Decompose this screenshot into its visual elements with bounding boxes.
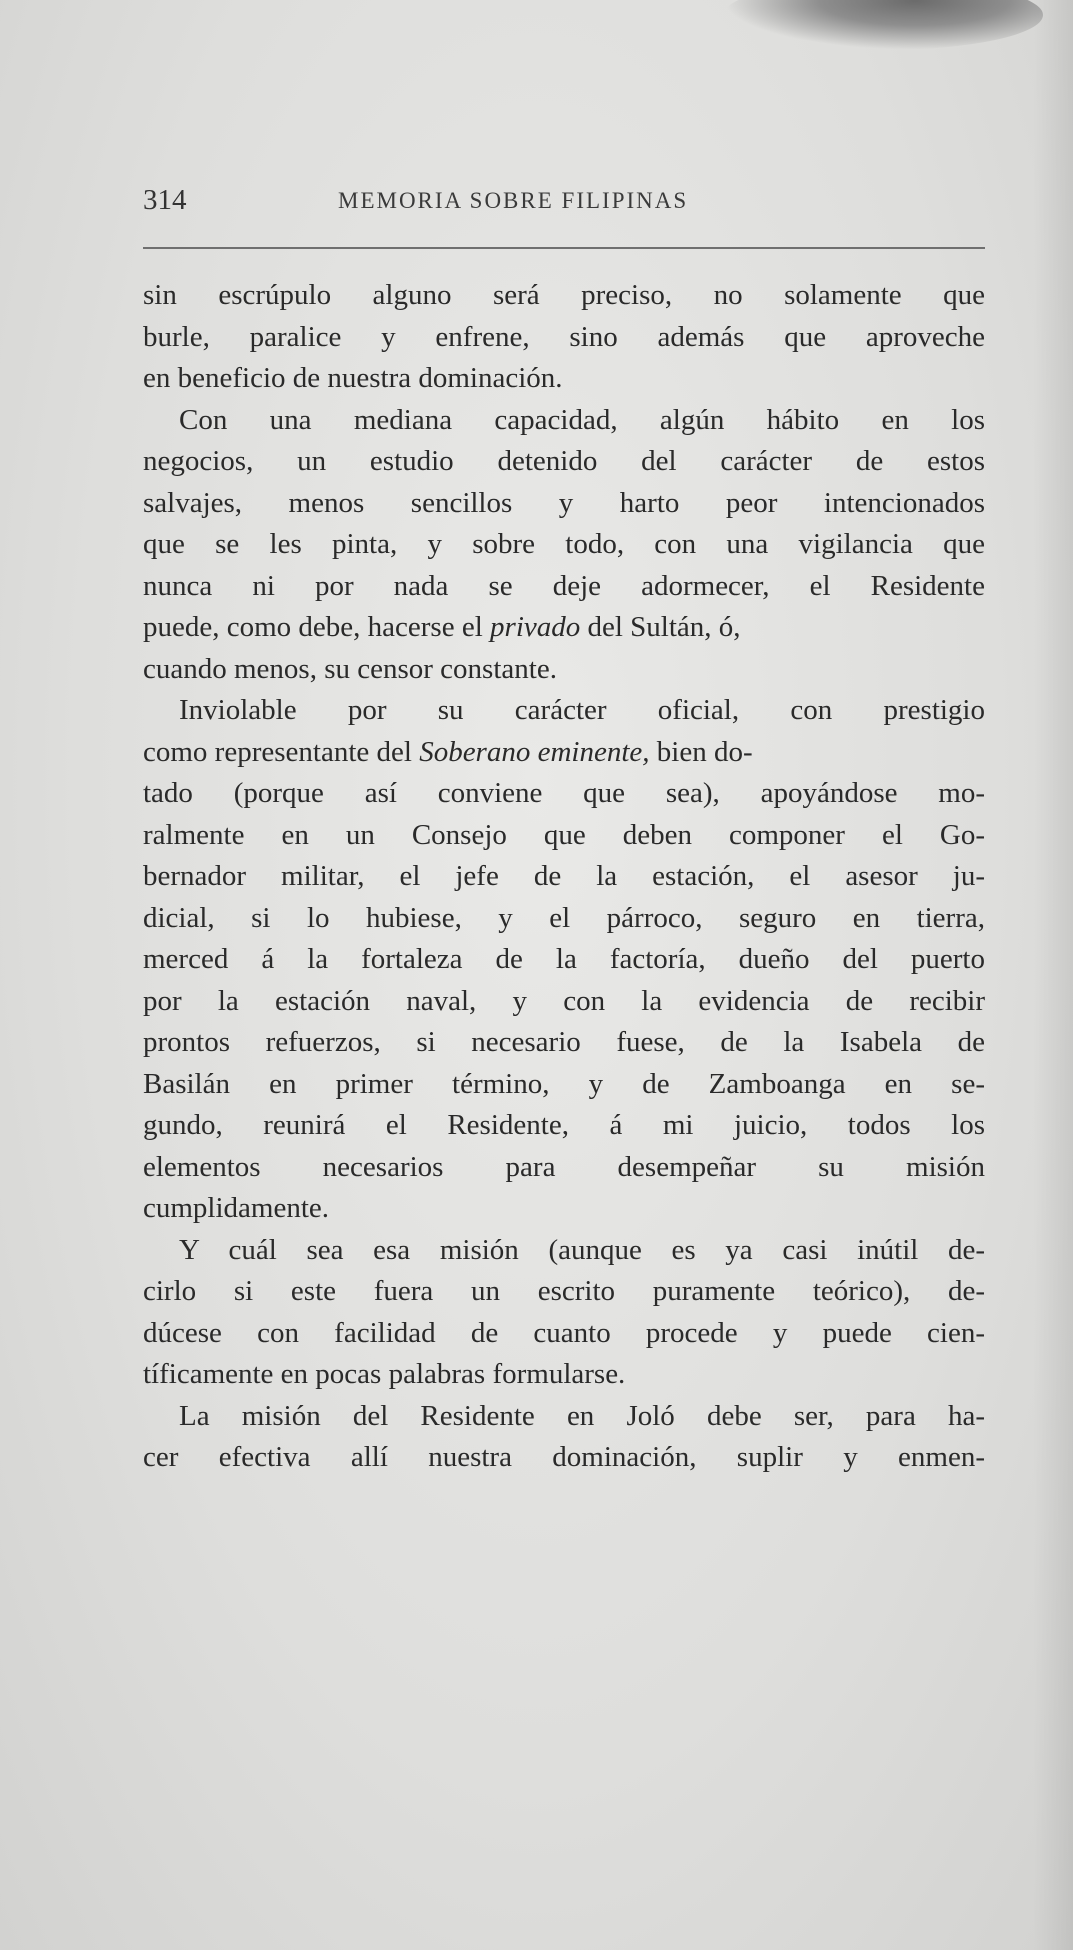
text-line: en beneficio de nuestra dominación. [143, 362, 563, 394]
text-line: que se les pinta, y sobre todo, con una vigilancia que [143, 528, 985, 560]
ink-smudge [723, 0, 1043, 50]
text-line: elementos necesarios para desempeñar su misión [143, 1150, 985, 1183]
text-line: salvajes, menos sencillos y harto peor intencionados [143, 486, 985, 519]
text-line: sin escrúpulo alguno será preciso, no solamente que [143, 279, 985, 311]
text-line: merced á la fortaleza de la factoría, dueño del puerto [143, 943, 985, 975]
body-text [143, 275, 985, 1479]
page-number: 314 [143, 184, 187, 216]
page-edge-shadow [1033, 0, 1073, 1950]
text-line: prontos refuerzos, si necesario fuese, de la Isabela de [143, 1026, 985, 1058]
text-line: La misión del Residente en Joló debe ser, para ha- [179, 1399, 985, 1432]
italic-term: privado [490, 611, 581, 643]
paragraph-1 [143, 275, 985, 400]
text-line: negocios, un estudio detenido del carácter de estos [143, 445, 985, 477]
text-line: ralmente en un Consejo que deben componer el Go- [143, 818, 985, 851]
header-rule [143, 247, 985, 249]
paragraph-3 [143, 690, 985, 1230]
text-line: cer efectiva allí nuestra dominación, suplir y enmen- [143, 1441, 985, 1473]
text-line: por la estación naval, y con la evidencia de recibir [143, 984, 985, 1017]
italic-term: Soberano eminente, [419, 735, 650, 768]
text-line [143, 607, 985, 649]
text-line: Inviolable por su carácter oficial, con prestigio [179, 694, 985, 726]
line-start: como representante del [143, 735, 420, 768]
text-line: dicial, si lo hubiese, y el párroco, seguro en tierra, [143, 901, 985, 934]
line-end: bien do- [649, 735, 753, 768]
text-line: burle, paralice y enfrene, sino además que aproveche [143, 320, 985, 353]
line-start: puede, como debe, hacerse el [143, 611, 491, 643]
text-line: Basilán en primer término, y de Zamboanga en se- [143, 1067, 985, 1100]
text-line: Y cuál sea esa misión (aunque es ya casi inútil de- [179, 1233, 985, 1266]
text-line: cuando menos, su censor constante. [143, 652, 557, 685]
paragraph-2 [143, 400, 985, 691]
text-line: cirlo si este fuera un escrito puramente teórico), de- [143, 1275, 985, 1307]
paragraph-5 [143, 1396, 985, 1479]
text-line: nunca ni por nada se deje adormecer, el Residente [143, 569, 985, 602]
text-line: bernador militar, el jefe de la estación, el asesor ju- [143, 860, 985, 892]
page-header [143, 184, 985, 224]
text-line: tado (porque así conviene que sea), apoyándose mo- [143, 777, 985, 809]
running-title: MEMORIA SOBRE FILIPINAS [338, 188, 689, 213]
text-line: tíficamente en pocas palabras formularse. [143, 1358, 626, 1390]
text-line: gundo, reunirá el Residente, á mi juicio, todos los [143, 1109, 985, 1141]
text-line: Con una mediana capacidad, algún hábito en los [179, 403, 985, 436]
text-line [143, 732, 985, 774]
text-line: dúcese con facilidad de cuanto procede y puede cien- [143, 1316, 985, 1349]
paragraph-4 [143, 1230, 985, 1396]
line-end: del Sultán, ó, [580, 611, 741, 643]
text-line: cumplidamente. [143, 1192, 330, 1224]
